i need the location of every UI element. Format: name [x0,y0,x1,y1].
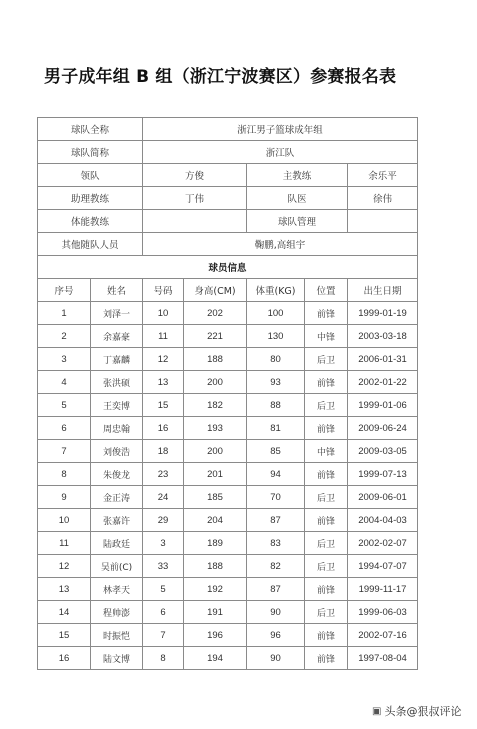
player-position: 后卫 [305,486,348,509]
player-birth-date: 2003-03-18 [348,325,418,348]
player-weight: 94 [247,463,305,486]
player-birth-date: 2002-02-07 [348,532,418,555]
player-position: 前锋 [305,624,348,647]
team-short-name-value: 浙江队 [143,141,418,164]
player-number: 24 [143,486,184,509]
player-index: 15 [38,624,91,647]
player-position: 前锋 [305,417,348,440]
player-index: 11 [38,532,91,555]
player-position: 后卫 [305,532,348,555]
team-manager-value [348,210,418,233]
head-coach-value: 余乐平 [348,164,418,187]
player-height: 193 [184,417,247,440]
table-row [38,647,418,670]
player-name: 朱俊龙 [91,463,143,486]
player-birth-date: 2009-06-24 [348,417,418,440]
player-weight: 100 [247,302,305,325]
toutiao-icon: ▣ [372,705,382,717]
player-index: 12 [38,555,91,578]
player-number: 11 [143,325,184,348]
player-height: 185 [184,486,247,509]
table-row [38,325,418,348]
player-number: 13 [143,371,184,394]
player-height: 188 [184,555,247,578]
player-height: 188 [184,348,247,371]
team-short-name-label: 球队简称 [38,141,143,164]
player-birth-date: 1997-08-04 [348,647,418,670]
player-name: 周忠翰 [91,417,143,440]
player-index: 2 [38,325,91,348]
column-header-name: 姓名 [91,279,143,302]
player-index: 3 [38,348,91,371]
watermark-text: 头条@狠叔评论 [384,705,462,718]
assistant-coach-label: 助理教练 [38,187,143,210]
player-weight: 82 [247,555,305,578]
player-number: 3 [143,532,184,555]
column-header-number: 号码 [143,279,184,302]
player-height: 196 [184,624,247,647]
player-weight: 87 [247,509,305,532]
player-weight: 70 [247,486,305,509]
table-row [38,348,418,371]
player-birth-date: 1999-01-19 [348,302,418,325]
player-weight: 90 [247,647,305,670]
player-height: 221 [184,325,247,348]
assistant-coach-value: 丁伟 [143,187,247,210]
player-index: 6 [38,417,91,440]
other-staff-value: 鞠鹏,高组宇 [143,233,418,256]
player-number: 33 [143,555,184,578]
player-name: 张洪硕 [91,371,143,394]
player-height: 200 [184,440,247,463]
player-position: 前锋 [305,463,348,486]
player-number: 29 [143,509,184,532]
page-title: 男子成年组 B 组（浙江宁波赛区）参赛报名表 [44,67,397,87]
table-row [38,555,418,578]
table-row [38,624,418,647]
player-birth-date: 2009-06-01 [348,486,418,509]
column-header-weight: 体重(KG) [247,279,305,302]
table-row [38,371,418,394]
player-weight: 96 [247,624,305,647]
team-full-name-value: 浙江男子篮球成年组 [143,118,418,141]
table-row [38,302,418,325]
player-height: 191 [184,601,247,624]
player-name: 金正涛 [91,486,143,509]
player-number: 5 [143,578,184,601]
player-position: 后卫 [305,555,348,578]
player-birth-date: 1994-07-07 [348,555,418,578]
player-number: 16 [143,417,184,440]
team-manager-label: 球队管理 [247,210,348,233]
player-name: 余嘉豪 [91,325,143,348]
fitness-coach-label: 体能教练 [38,210,143,233]
player-position: 后卫 [305,601,348,624]
player-height: 201 [184,463,247,486]
registration-table [37,117,418,670]
column-header-position: 位置 [305,279,348,302]
player-height: 200 [184,371,247,394]
player-position: 中锋 [305,325,348,348]
player-position: 中锋 [305,440,348,463]
player-height: 202 [184,302,247,325]
player-name: 时振恺 [91,624,143,647]
leader-value: 方俊 [143,164,247,187]
player-name: 陆政廷 [91,532,143,555]
player-weight: 83 [247,532,305,555]
player-height: 182 [184,394,247,417]
player-birth-date: 1999-06-03 [348,601,418,624]
player-birth-date: 1999-11-17 [348,578,418,601]
player-weight: 93 [247,371,305,394]
player-name: 刘俊浩 [91,440,143,463]
player-birth-date: 1999-07-13 [348,463,418,486]
player-birth-date: 2002-01-22 [348,371,418,394]
player-index: 14 [38,601,91,624]
player-name: 刘泽一 [91,302,143,325]
player-index: 13 [38,578,91,601]
player-index: 1 [38,302,91,325]
player-table-header [38,279,418,302]
player-number: 7 [143,624,184,647]
player-number: 23 [143,463,184,486]
player-weight: 88 [247,394,305,417]
table-row [38,486,418,509]
table-row [38,578,418,601]
player-weight: 85 [247,440,305,463]
player-position: 后卫 [305,348,348,371]
table-row [38,440,418,463]
player-position: 前锋 [305,371,348,394]
player-weight: 80 [247,348,305,371]
player-height: 194 [184,647,247,670]
fitness-coach-value [143,210,247,233]
table-row [38,601,418,624]
player-index: 10 [38,509,91,532]
player-birth-date: 2004-04-03 [348,509,418,532]
table-row [38,532,418,555]
player-number: 18 [143,440,184,463]
team-doctor-value: 徐伟 [348,187,418,210]
table-row [38,509,418,532]
leader-label: 领队 [38,164,143,187]
player-index: 7 [38,440,91,463]
watermark [372,703,461,719]
player-name: 吴前(C) [91,555,143,578]
player-position: 后卫 [305,394,348,417]
player-name: 林孝天 [91,578,143,601]
player-number: 10 [143,302,184,325]
table-row [38,394,418,417]
player-info-heading: 球员信息 [38,256,418,279]
player-position: 前锋 [305,647,348,670]
player-name: 张嘉许 [91,509,143,532]
player-birth-date: 1999-01-06 [348,394,418,417]
player-name: 程帅澎 [91,601,143,624]
player-height: 189 [184,532,247,555]
player-height: 204 [184,509,247,532]
player-birth-date: 2002-07-16 [348,624,418,647]
player-index: 8 [38,463,91,486]
table-row [38,463,418,486]
player-name: 丁嘉麟 [91,348,143,371]
head-coach-label: 主教练 [247,164,348,187]
player-position: 前锋 [305,578,348,601]
player-index: 9 [38,486,91,509]
player-number: 6 [143,601,184,624]
player-number: 12 [143,348,184,371]
other-staff-label: 其他随队人员 [38,233,143,256]
player-index: 4 [38,371,91,394]
player-birth-date: 2009-03-05 [348,440,418,463]
table-row [38,417,418,440]
player-weight: 81 [247,417,305,440]
player-index: 5 [38,394,91,417]
player-index: 16 [38,647,91,670]
player-position: 前锋 [305,302,348,325]
player-name: 陆文博 [91,647,143,670]
column-header-index: 序号 [38,279,91,302]
player-weight: 87 [247,578,305,601]
team-full-name-label: 球队全称 [38,118,143,141]
player-name: 王奕博 [91,394,143,417]
player-position: 前锋 [305,509,348,532]
column-header-height: 身高(CM) [184,279,247,302]
player-weight: 130 [247,325,305,348]
team-doctor-label: 队医 [247,187,348,210]
player-height: 192 [184,578,247,601]
player-weight: 90 [247,601,305,624]
player-birth-date: 2006-01-31 [348,348,418,371]
column-header-birth-date: 出生日期 [348,279,418,302]
player-number: 15 [143,394,184,417]
player-number: 8 [143,647,184,670]
